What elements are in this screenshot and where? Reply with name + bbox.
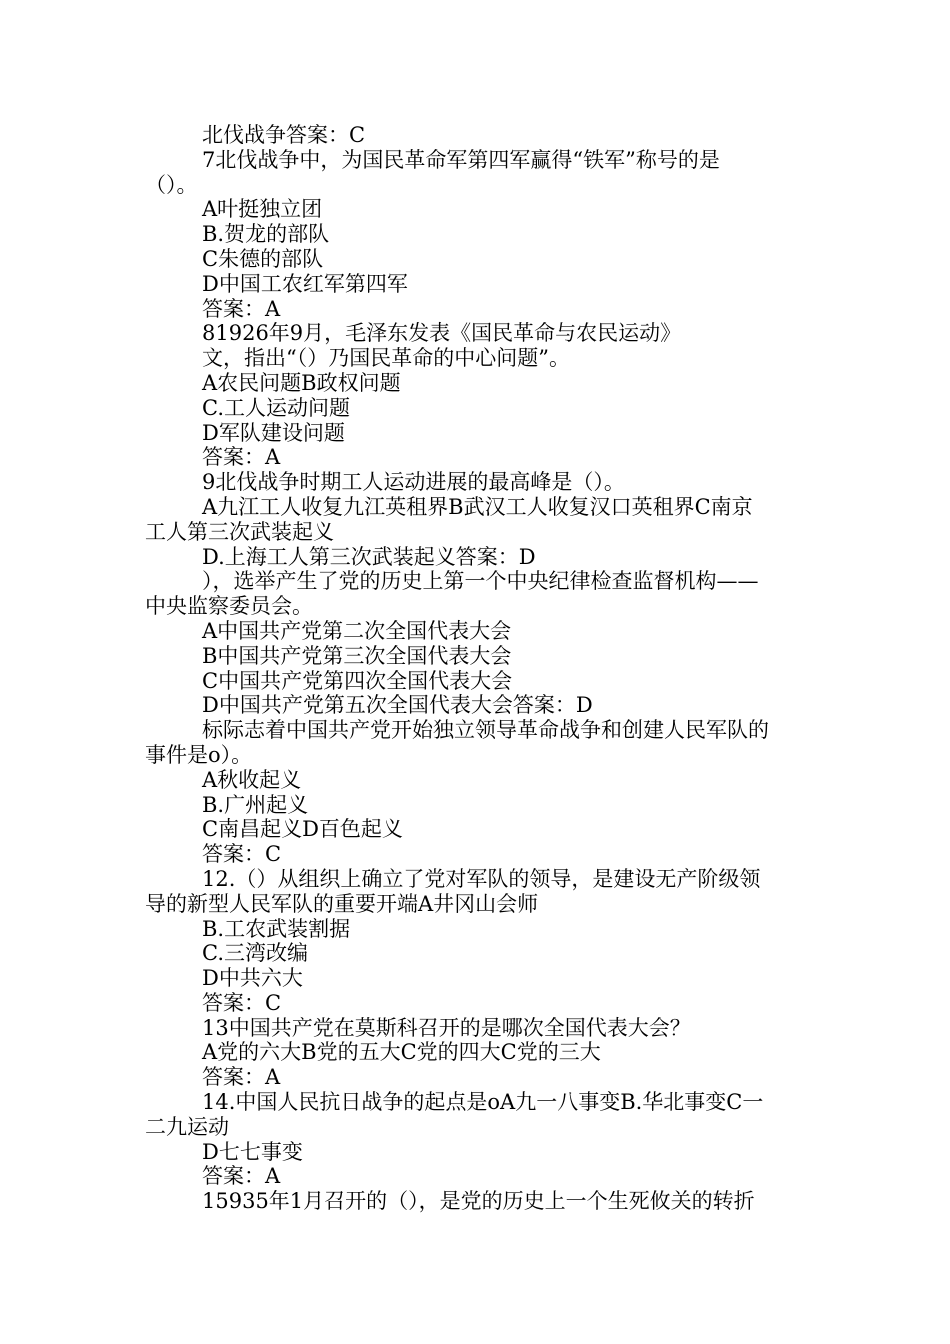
text-line: 9北伐战争时期工人运动进展的最高峰是（）。 — [202, 470, 625, 495]
text-line: A党的六大B党的五大C党的四大C党的三大 — [202, 1040, 601, 1065]
text-line: 工人第三次武装起义 — [145, 519, 334, 544]
text-line: 标际志着中国共产党开始独立领导革命战争和创建人民军队的 — [202, 718, 769, 743]
text-line: D.上海工人第三次武装起义答案：D — [202, 544, 536, 569]
text-line: C朱德的部队 — [202, 246, 324, 271]
text-line: D中国共产党第五次全国代表大会答案：D — [202, 693, 593, 718]
text-line: A中国共产党第二次全国代表大会 — [202, 618, 512, 643]
text-line: C.三湾改编 — [202, 941, 308, 966]
text-line: D中共六大 — [202, 966, 303, 991]
text-line: 13中国共产党在莫斯科召开的是哪次全国代表大会？ — [202, 1015, 691, 1040]
text-line: 文，指出“（）乃国民革命的中心问题”。 — [202, 346, 570, 371]
text-line: 事件是o）。 — [145, 742, 253, 767]
text-line: D七七事变 — [202, 1139, 303, 1164]
text-line: C中国共产党第四次全国代表大会 — [202, 668, 513, 693]
text-line: A叶挺独立团 — [202, 197, 323, 222]
text-line: A农民问题B政权问题 — [202, 370, 401, 395]
text-line: D中国工农红军第四军 — [202, 271, 408, 296]
text-line: B.贺龙的部队 — [202, 222, 330, 247]
text-line: C南昌起义D百色起义 — [202, 817, 403, 842]
text-line: 答案：C — [202, 842, 282, 867]
text-line: 12.（）从组织上确立了党对军队的领导，是建设无产阶级领 — [202, 866, 761, 891]
text-line: C.工人运动问题 — [202, 395, 350, 420]
text-line: 答案：C — [202, 990, 282, 1015]
text-line: B.广州起义 — [202, 792, 309, 817]
text-line: A九江工人收复九江英租界B武汉工人收复汉口英租界C南京 — [202, 494, 753, 519]
text-line: 答案：A — [202, 1065, 281, 1090]
text-line: （）。 — [145, 172, 198, 197]
text-line: 中央监察委员会。 — [145, 594, 313, 619]
document-body — [145, 123, 810, 1214]
text-line: 答案：A — [202, 296, 281, 321]
text-line: 答案：A — [202, 445, 281, 470]
text-line: 81926年9月，毛泽东发表《国民革命与农民运动》 — [202, 321, 682, 346]
text-line: B中国共产党第三次全国代表大会 — [202, 643, 512, 668]
text-line: 导的新型人民军队的重要开端A井冈山会师 — [145, 891, 539, 916]
text-line: ），选举产生了党的历史上第一个中央纪律检查监督机构—— — [202, 569, 759, 594]
text-line: 15935年1月召开的（），是党的历史上一个生死攸关的转折 — [202, 1189, 755, 1214]
text-line: 7北伐战争中，为国民革命军第四军赢得“铁军”称号的是 — [202, 147, 720, 172]
text-line: 二九运动 — [145, 1114, 229, 1139]
text-line: A秋收起义 — [202, 767, 302, 792]
text-line: 14.中国人民抗日战争的起点是oA九一八事变B.华北事变C一 — [202, 1090, 764, 1115]
text-line: D军队建设问题 — [202, 420, 345, 445]
text-line: 北伐战争答案：C — [202, 123, 366, 147]
text-line: 答案：A — [202, 1164, 281, 1189]
text-line: B.工农武装割据 — [202, 916, 351, 941]
